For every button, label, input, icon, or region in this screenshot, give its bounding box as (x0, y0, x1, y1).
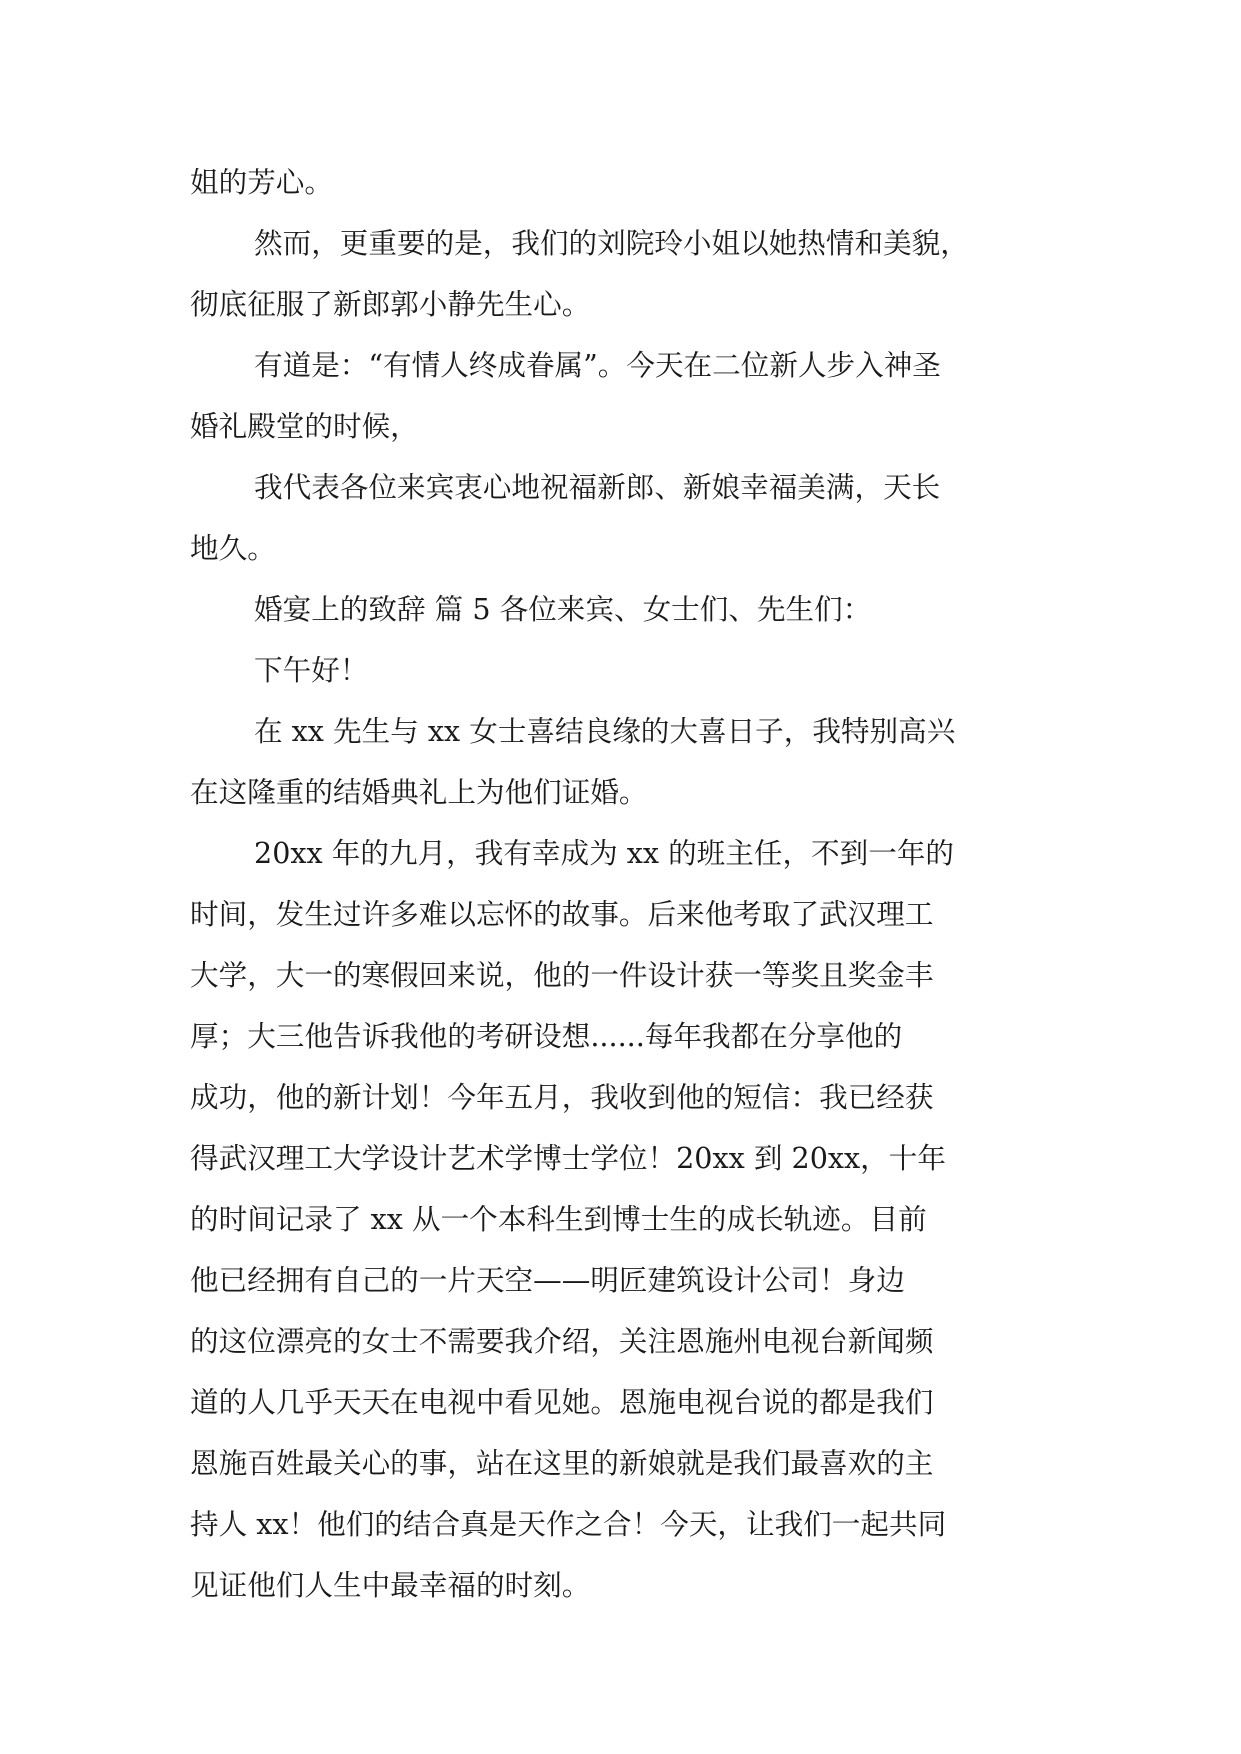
document-body (190, 152, 1050, 1616)
section-heading-line: 婚宴上的致辞 篇 5 各位来宾、女士们、先生们： (254, 592, 872, 626)
text-line: 20xx 年的九月，我有幸成为 xx 的班主任，不到一年的 (254, 836, 955, 870)
text-line: 婚礼殿堂的时候， (190, 409, 419, 443)
text-line: 然而，更重要的是，我们的刘院玲小姐以她热情和美貌， (254, 226, 969, 260)
text-line: 得武汉理工大学设计艺术学博士学位！20xx 到 20xx，十年 (190, 1141, 946, 1175)
text-line: 厚；大三他告诉我他的考研设想......每年我都在分享他的 (190, 1019, 903, 1053)
text-line: 姐的芳心。 (190, 165, 333, 199)
text-line: 见证他们人生中最幸福的时刻。 (190, 1568, 591, 1602)
text-line: 有道是：“有情人终成眷属”。今天在二位新人步入神圣 (254, 348, 941, 382)
text-line: 在这隆重的结婚典礼上为他们证婚。 (190, 775, 648, 809)
text-line: 的这位漂亮的女士不需要我介绍，关注恩施州电视台新闻频 (190, 1324, 934, 1358)
text-line: 我代表各位来宾衷心地祝福新郎、新娘幸福美满，天长 (254, 470, 941, 504)
text-line: 地久。 (190, 531, 276, 565)
text-line: 成功，他的新计划！今年五月，我收到他的短信：我已经获 (190, 1080, 934, 1114)
text-line: 彻底征服了新郎郭小静先生心。 (190, 287, 591, 321)
text-line: 道的人几乎天天在电视中看见她。恩施电视台说的都是我们 (190, 1385, 934, 1419)
text-line: 他已经拥有自己的一片天空——明匠建筑设计公司！身边 (190, 1263, 905, 1297)
greeting-line: 下午好！ (254, 653, 369, 687)
text-line: 在 xx 先生与 xx 女士喜结良缘的大喜日子，我特别高兴 (254, 714, 956, 748)
text-line: 大学，大一的寒假回来说，他的一件设计获一等奖且奖金丰 (190, 958, 934, 992)
text-line: 时间，发生过许多难以忘怀的故事。后来他考取了武汉理工 (190, 897, 934, 931)
text-line: 持人 xx！他们的结合真是天作之合！今天，让我们一起共同 (190, 1507, 947, 1541)
text-line: 恩施百姓最关心的事，站在这里的新娘就是我们最喜欢的主 (190, 1446, 934, 1480)
text-line: 的时间记录了 xx 从一个本科生到博士生的成长轨迹。目前 (190, 1202, 927, 1236)
